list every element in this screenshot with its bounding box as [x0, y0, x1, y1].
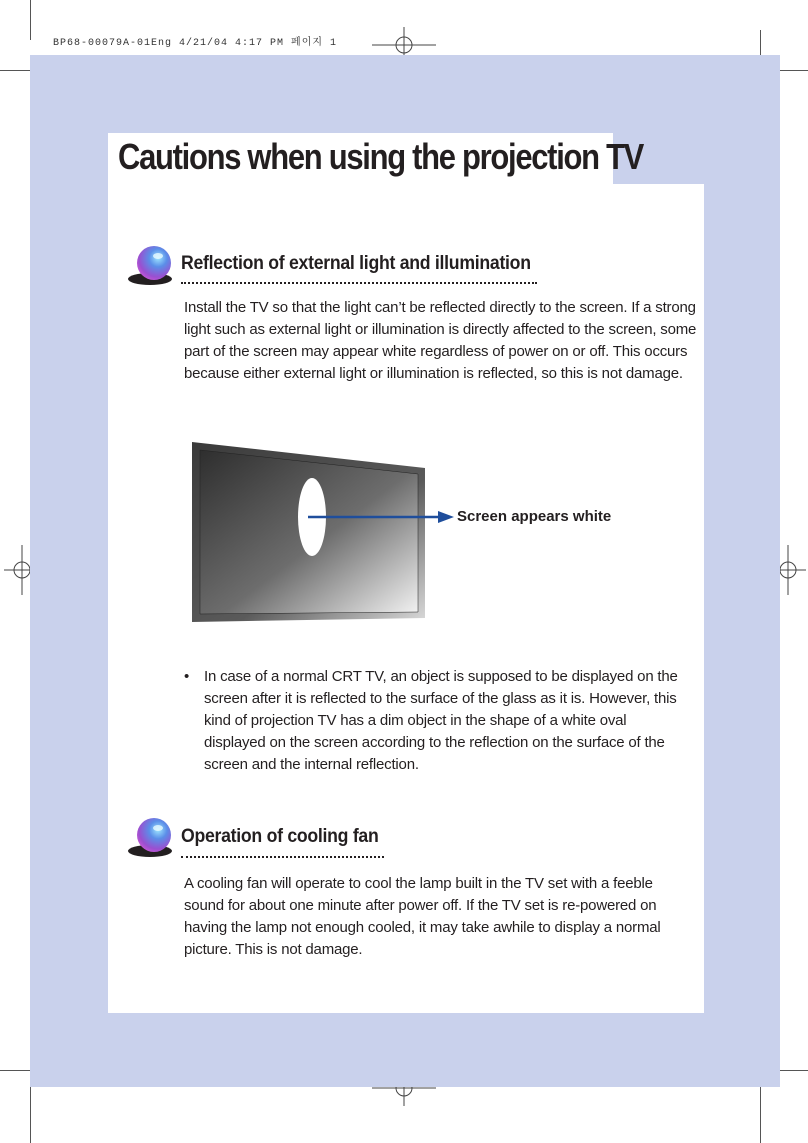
crop-mark — [30, 1080, 31, 1143]
sphere-bullet-icon — [126, 815, 182, 859]
section-heading-cooling-fan: Operation of cooling fan — [181, 826, 379, 847]
arrow-right-icon — [308, 510, 456, 524]
crop-mark — [30, 0, 31, 40]
section-paragraph: Install the TV so that the light can’t be reflected directly to the screen. If a strong light such as external light or illumination is directly affected to the screen, some part of the screen may appear white regardless of power on or off. This occurs because either external light or illumination is reflected, so this is not damage. — [184, 299, 697, 382]
page-title: Cautions when using the projection TV — [118, 136, 644, 177]
bullet-list — [184, 666, 684, 776]
heading-underline — [181, 282, 537, 284]
figure-label: Screen appears white — [457, 508, 612, 525]
tv-screen-illustration — [190, 440, 450, 630]
section-paragraph: A cooling fan will operate to cool the lamp built in the TV set with a feeble sound for about one minute after power off. If the TV set is re-powered on having the lamp not enough cooled, it may take awhile to display a normal picture. This is not damage. — [184, 875, 661, 958]
sphere-bullet-icon — [126, 243, 182, 287]
list-item: • In case of a normal CRT TV, an object is supposed to be displayed on the screen after it is reflected to the surface of the glass as it is. However, this kind of projection TV has a dim object in the shape of a white oval displayed on the screen according to the reflection on the surface of the screen and the internal reflection. — [184, 666, 684, 776]
crop-mark — [760, 1080, 761, 1143]
section-heading-reflection: Reflection of external light and illumination — [181, 253, 531, 274]
print-slug: BP68-00079A-01Eng 4/21/04 4:17 PM 페이지 1 — [53, 38, 338, 49]
heading-underline — [181, 856, 384, 858]
